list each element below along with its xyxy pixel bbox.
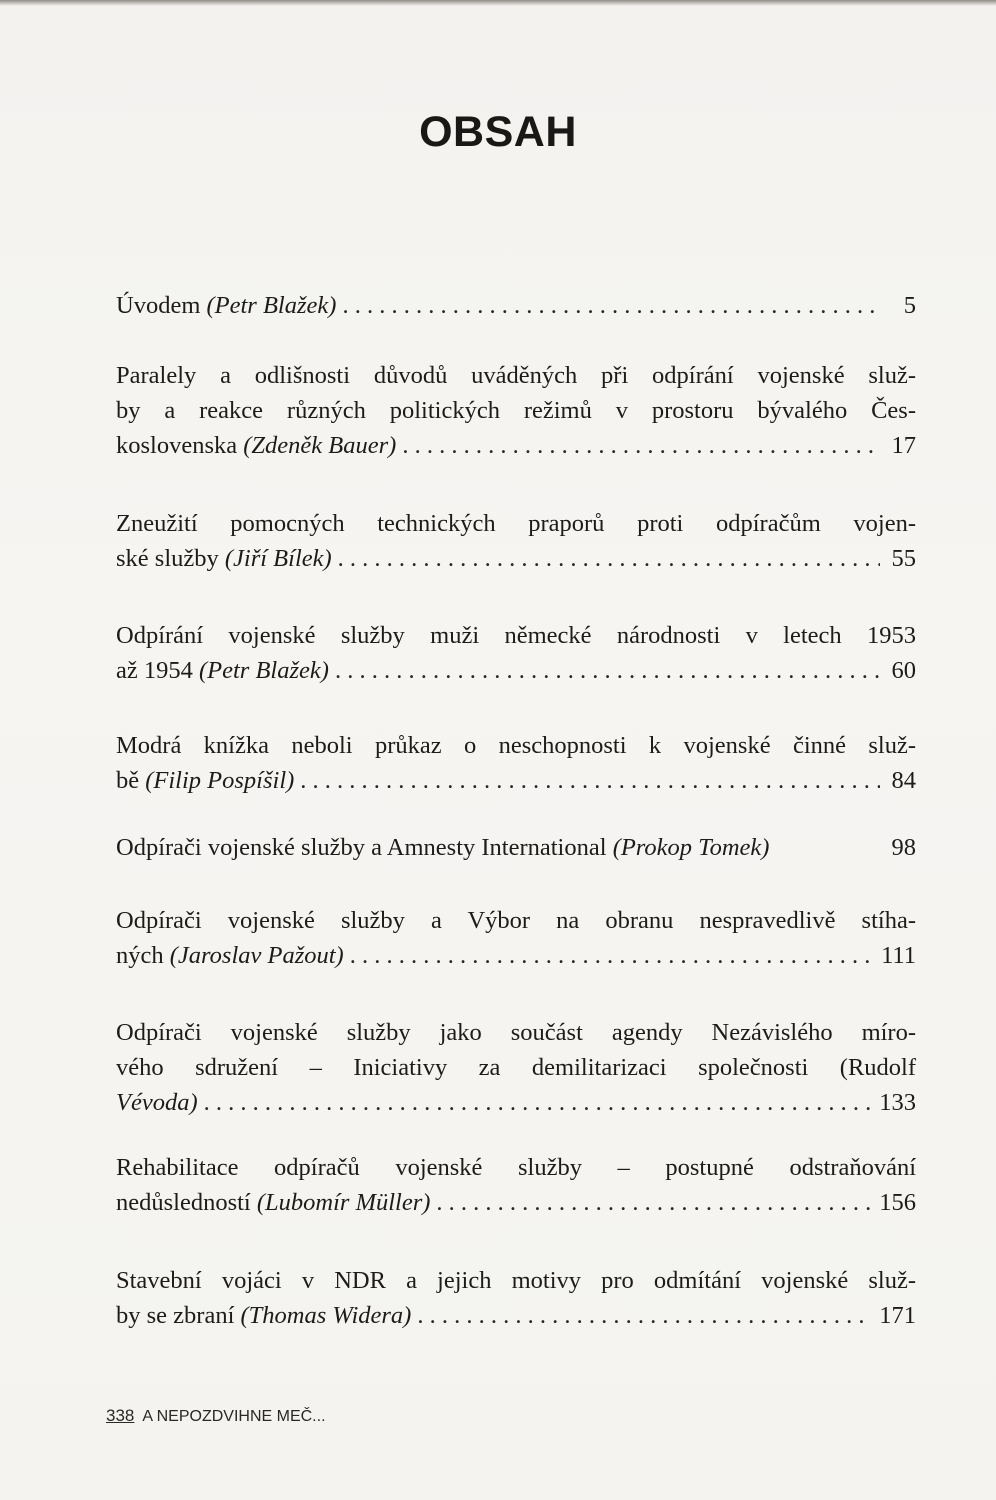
toc-entry-author: (Jaroslav Pažout) <box>169 942 344 969</box>
toc-entry <box>116 358 916 463</box>
toc-entry-line: Odpírači vojenské služby jako součást agendy Nezávislého míro- <box>116 1019 916 1046</box>
toc-leader-dots <box>436 1185 871 1220</box>
toc-entry-title-end <box>116 763 294 798</box>
toc-entry-last-line <box>116 1185 916 1220</box>
toc-leader-dots <box>300 763 880 798</box>
toc-entry-line: by a reakce různých politických režimů v prostoru bývalého Čes- <box>116 397 916 424</box>
page-title: OBSAH <box>419 108 577 156</box>
toc-entry-title-end <box>116 288 336 323</box>
toc-entry-author: Vévoda) <box>116 1089 198 1116</box>
toc-entry-author: (Jiří Bílek) <box>224 545 332 572</box>
toc-leader-dots <box>417 1298 871 1333</box>
toc-entry-title-end <box>116 1298 411 1333</box>
toc-leader-dots <box>350 938 873 973</box>
toc-entry <box>116 618 916 688</box>
toc-entry-last-line <box>116 541 916 576</box>
toc-entry-line: Stavební vojáci v NDR a jejich motivy pro odmítání vojenské služ- <box>116 1267 916 1294</box>
toc-entry-title-text: Odpírači vojenské služby a Amnesty International <box>116 834 613 861</box>
toc-entry <box>116 1015 916 1120</box>
toc-page-number: 17 <box>891 432 916 459</box>
toc-entry-line: Rehabilitace odpíračů vojenské služby – postupné odstraňování <box>116 1154 916 1181</box>
toc-entry-title-text: až 1954 <box>116 657 199 684</box>
toc-entry-last-line <box>116 653 916 688</box>
toc-page-number: 55 <box>891 545 916 572</box>
toc-entry-title-text: bě <box>116 767 146 794</box>
toc-entry-author: (Prokop Tomek) <box>612 834 770 861</box>
toc-entry-line: Odpírání vojenské služby muži německé národnosti v letech 1953 <box>116 622 916 649</box>
toc-page-number: 171 <box>879 1302 916 1329</box>
toc-entry-title-end <box>116 1185 430 1220</box>
toc-entry-line: vého sdružení – Iniciativy za demilitarizaci společnosti (Rudolf <box>116 1054 916 1081</box>
page-top-edge <box>0 0 996 6</box>
toc-entry <box>116 1150 916 1220</box>
toc-page-number: 84 <box>891 767 916 794</box>
toc-page-number: 111 <box>881 942 916 969</box>
footer-page-number: 338 <box>106 1406 135 1425</box>
toc-page-number: 98 <box>891 834 916 861</box>
toc-leader-dots <box>335 653 880 688</box>
toc-entry <box>116 830 916 865</box>
toc-leader-dots <box>402 428 880 463</box>
toc-entry-title-text: ské služby <box>116 545 225 572</box>
toc-leader-dots <box>338 541 880 576</box>
toc-page-number: 60 <box>891 657 916 684</box>
toc-entry-last-line <box>116 1298 916 1333</box>
toc-page-number: 133 <box>879 1089 916 1116</box>
toc-entry-author: (Petr Blažek) <box>206 292 337 319</box>
toc-entry <box>116 903 916 973</box>
toc-entry-title-end <box>116 1085 198 1120</box>
toc-entry-line: Paralely a odlišnosti důvodů uváděných při odpírání vojenské služ- <box>116 362 916 389</box>
toc-entry-author: (Filip Pospíšil) <box>145 767 295 794</box>
toc-entry-line: Modrá knížka neboli průkaz o neschopnosti k vojenské činné služ- <box>116 732 916 759</box>
toc-entry-line: Odpírači vojenské služby a Výbor na obranu nespravedlivě stíha- <box>116 907 916 934</box>
toc-entry-title-end <box>116 653 329 688</box>
toc-entry <box>116 506 916 576</box>
toc-entry-title-end <box>116 541 332 576</box>
footer-book-title: A NEPOZDVIHNE MEČ... <box>142 1408 326 1425</box>
toc-entry-last-line <box>116 428 916 463</box>
toc-leader-dots <box>342 288 880 323</box>
toc-entry-title-end <box>116 938 344 973</box>
toc-entry-author: (Thomas Widera) <box>240 1302 412 1329</box>
toc-entry-last-line <box>116 288 916 323</box>
toc-entry-author: (Zdeněk Bauer) <box>243 432 397 459</box>
toc-entry-title-text: ných <box>116 942 170 969</box>
page-footer <box>106 1406 326 1426</box>
toc-entry-title-text: by se zbraní <box>116 1302 241 1329</box>
toc-entry-last-line <box>116 938 916 973</box>
toc-entry <box>116 1263 916 1333</box>
toc-page-number: 156 <box>879 1189 916 1216</box>
toc-entry-author: (Lubomír Müller) <box>256 1189 431 1216</box>
toc-entry-last-line <box>116 830 916 865</box>
toc-entry <box>116 728 916 798</box>
toc-entry-title-text: koslovenska <box>116 432 244 459</box>
toc-entry-title-text: nedůsledností <box>116 1189 257 1216</box>
toc-page-number: 5 <box>903 292 916 319</box>
toc-entry-title-text: Úvodem <box>116 292 207 319</box>
toc-entry-line: Zneužití pomocných technických praporů proti odpíračům vojen- <box>116 510 916 537</box>
toc-entry-author: (Petr Blažek) <box>199 657 329 684</box>
toc-entry-last-line <box>116 1085 916 1120</box>
toc-entry-title-end <box>116 830 769 865</box>
toc-entry <box>116 288 916 323</box>
toc-leader-dots <box>204 1085 872 1120</box>
toc-entry-title-end <box>116 428 396 463</box>
toc-entry-last-line <box>116 763 916 798</box>
